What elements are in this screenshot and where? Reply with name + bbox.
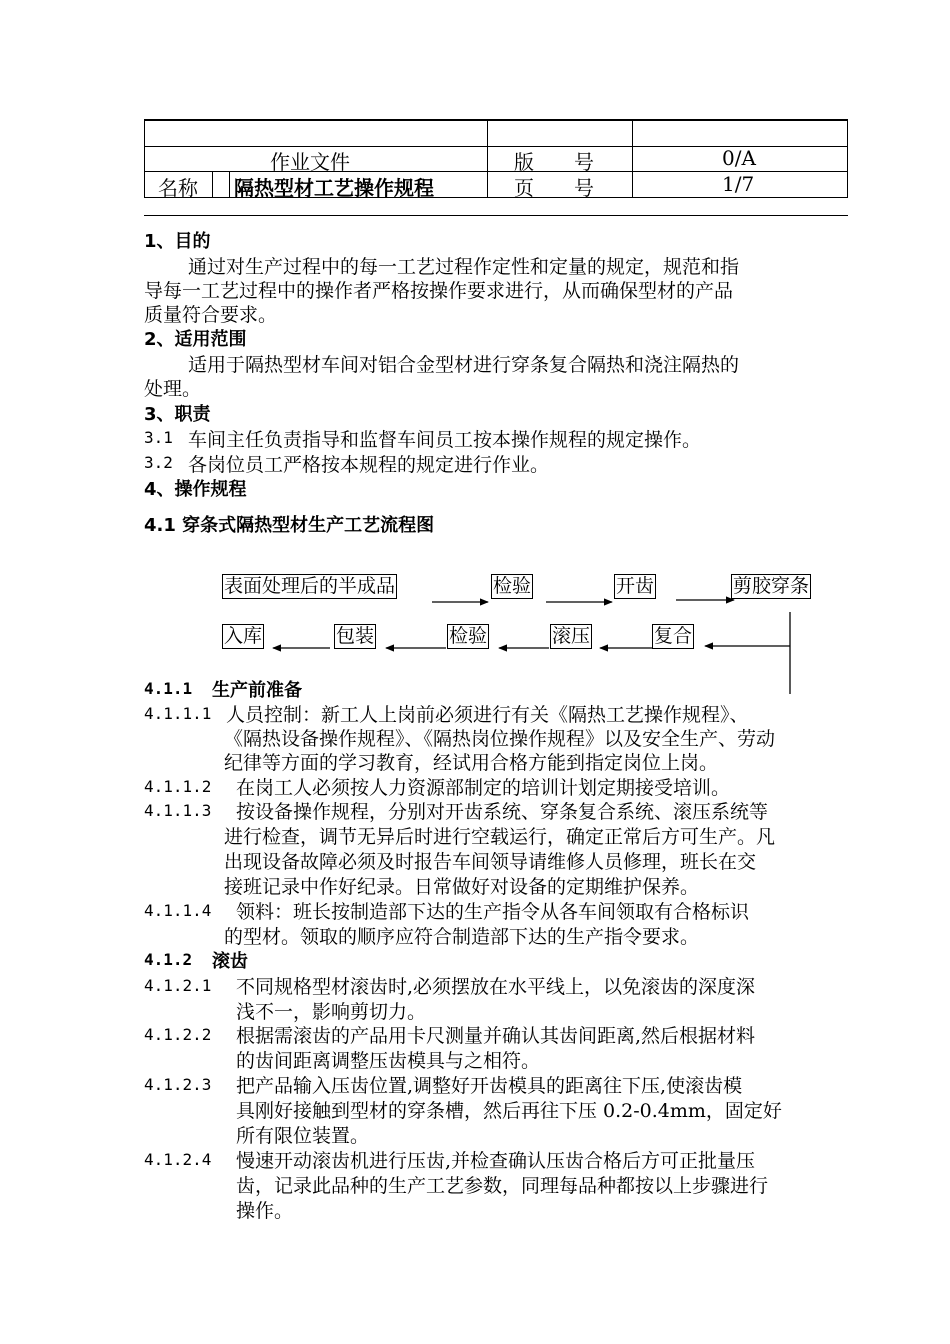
item-line: 不同规格型材滚齿时,必须摆放在水平线上，以免滚齿的深度深 [236,976,756,998]
item-line: 所有限位装置。 [236,1125,370,1147]
item-number: 4.1.2.2 [144,1025,212,1044]
item-number: 4.1.2.4 [144,1150,212,1169]
item-line: 浅不一，影响剪切力。 [236,1001,427,1023]
version-label: 版 号 [514,150,594,174]
flow-step-warehouse: 入库 [224,625,263,647]
item-line: 领料：班长按制造部下达的生产指令从各车间领取有合格标识 [236,901,750,923]
item-line: 的齿间距离调整压齿模具与之相符。 [236,1050,541,1072]
version-value: 0/A [722,146,756,170]
item-line: 进行检查，调节无异后时进行空载运行，确定正常后方可生产。凡 [224,826,776,848]
section-1-line-3: 质量符合要求。 [144,304,278,326]
section-2-line-1: 适用于隔热型材车间对铝合金型材进行穿条复合隔热和浇注隔热的 [188,354,740,376]
flow-step-notching: 开齿 [616,575,655,597]
section-4-1-title: 4.1 穿条式隔热型材生产工艺流程图 [144,515,435,536]
item-line: 《隔热设备操作规程》、《隔热岗位操作规程》以及安全生产、劳动 [224,728,776,750]
item-number: 4.1.2.3 [144,1075,212,1094]
item-line: 根据需滚齿的产品用卡尺测量并确认其齿间距离,然后根据材料 [236,1025,756,1047]
item-number: 4.1.1.2 [144,777,212,796]
item-line: 人员控制：新工人上岗前必须进行有关《隔热工艺操作规程》、 [226,704,749,726]
item-number: 4.1.1.3 [144,801,212,820]
item-line: 把产品输入压齿位置,调整好开齿模具的距离往下压,使滚齿模 [236,1075,743,1097]
flow-step-inspect-2: 检验 [449,625,488,647]
item-line: 接班记录中作好纪录。日常做好对设备的定期维护保养。 [224,876,700,898]
page-label: 页 号 [514,176,594,200]
flow-step-packing: 包装 [336,625,375,647]
subsection-4-1-2-title: 滚齿 [212,951,248,972]
flow-step-cut-insert-strip: 剪胶穿条 [733,575,810,597]
name-label: 名称 [158,176,198,200]
section-4-title: 4、操作规程 [144,479,247,500]
section-1-line-2: 导每一工艺过程中的操作者严格按操作要求进行，从而确保型材的产品 [144,280,734,302]
section-2-title: 2、适用范围 [144,329,247,350]
document-title: 隔热型材工艺操作规程 [234,176,434,200]
section-3-2-text: 各岗位员工严格按本规程的规定进行作业。 [188,454,550,476]
section-1-title: 1、目的 [144,231,211,252]
item-line: 在岗工人必须按人力资源部制定的培训计划定期接受培训。 [236,777,731,799]
flow-step-inspect-1: 检验 [493,575,532,597]
doc-type-label: 作业文件 [270,150,350,174]
item-line: 操作。 [236,1200,294,1222]
item-line: 具刚好接触到型材的穿条槽，然后再往下压 0.2-0.4mm，固定好 [236,1100,782,1122]
item-line: 齿，记录此品种的生产工艺参数，同理每品种都按以上步骤进行 [236,1175,769,1197]
section-3-2-number: 3.2 [144,453,173,472]
item-line: 的型材。领取的顺序应符合制造部下达的生产指令要求。 [224,926,700,948]
item-line: 出现设备故障必须及时报告车间领导请维修人员修理，班长在交 [224,851,757,873]
subsection-4-1-2-number: 4.1.2 [144,950,193,969]
page-value: 1/7 [722,172,755,196]
section-3-title: 3、职责 [144,404,211,425]
flow-step-composite: 复合 [654,625,693,647]
item-number: 4.1.1.4 [144,901,212,920]
subsection-4-1-1-title: 生产前准备 [212,680,302,701]
section-1-line-1: 通过对生产过程中的每一工艺过程作定性和定量的规定，规范和指 [188,256,740,278]
section-2-line-2: 处理。 [144,378,202,400]
item-number: 4.1.2.1 [144,976,212,995]
item-line: 按设备操作规程，分别对开齿系统、穿条复合系统、滚压系统等 [236,801,769,823]
subsection-4-1-1-number: 4.1.1 [144,679,193,698]
section-3-1-number: 3.1 [144,428,173,447]
item-line: 慢速开动滚齿机进行压齿,并检查确认压齿合格后方可正批量压 [236,1150,756,1172]
flow-step-rolling: 滚压 [552,625,591,647]
section-3-1-text: 车间主任负责指导和监督车间员工按本操作规程的规定操作。 [188,429,702,451]
item-line: 纪律等方面的学习教育，经试用合格方能到指定岗位上岗。 [224,752,719,774]
item-number: 4.1.1.1 [144,704,212,723]
flow-step-semi-finished: 表面处理后的半成品 [224,575,396,597]
